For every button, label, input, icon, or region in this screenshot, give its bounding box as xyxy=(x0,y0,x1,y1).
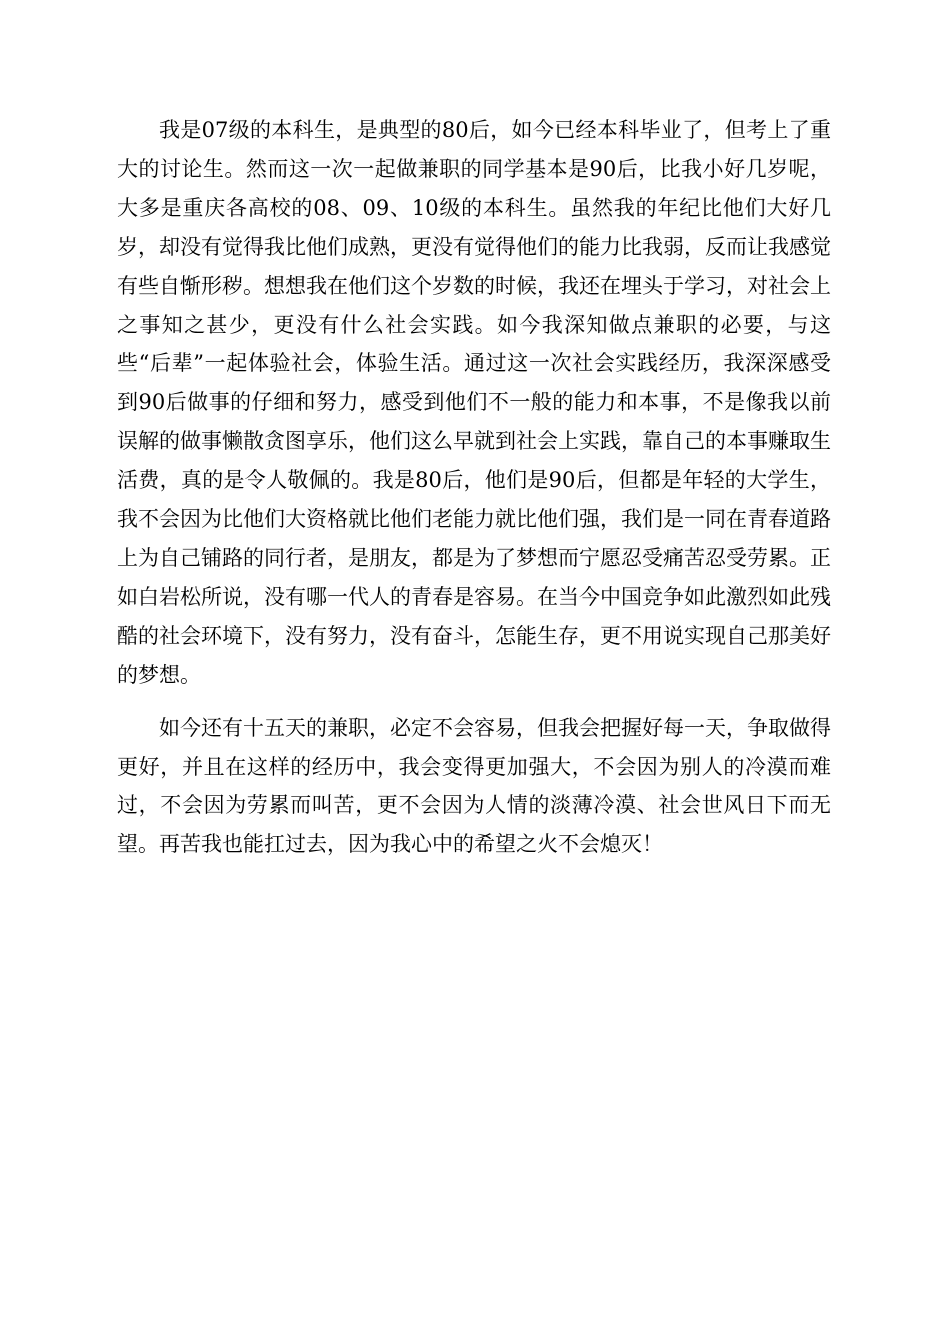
paragraph-2: 如今还有十五天的兼职，必定不会容易，但我会把握好每一天，争取做得更好，并且在这样的经历中，我会变得更加强大，不会因为别人的冷漠而难过，不会因为劳累而叫苦，更不会因为人情的淡薄冷漠、社会世风日下而无望。再苦我也能扛过去，因为我心中的希望之火不会熄灭！ xyxy=(117,715,831,857)
paragraph-1: 我是07级的本科生，是典型的80后，如今已经本科毕业了，但考上了重大的讨论生。然而这一次一起做兼职的同学基本是90后，比我小好几岁呢，大多是重庆各高校的08、09、10级的本科生。虽然我的年纪比他们大好几岁，却没有觉得我比他们成熟，更没有觉得他们的能力比我弱，反而让我感觉有些自惭形秽。想想我在他们这个岁数的时候，我还在埋头于学习，对社会上之事知之甚少，更没有什么社会实践。如今我深知做点兼职的必要，与这些“后辈”一起体验社会，体验生活。通过这一次社会实践经历，我深深感受到90后做事的仔细和努力，感受到他们不一般的能力和本事，不是像我以前误解的做事懒散贪图享乐，他们这么早就到社会上实践，靠自己的本事赚取生活费，真的是令人敬佩的。我是80后，他们是90后，但都是年轻的大学生，我不会因为比他们大资格就比他们老能力就比他们强，我们是一同在青春道路上为自己铺路的同行者，是朋友，都是为了梦想而宁愿忍受痛苦忍受劳累。正如白岩松所说，没有哪一代人的青春是容易。在当今中国竞争如此激烈如此残酷的社会环境下，没有努力，没有奋斗，怎能生存，更不用说实现自己那美好的梦想。 xyxy=(117,118,831,687)
document-body xyxy=(117,111,831,864)
